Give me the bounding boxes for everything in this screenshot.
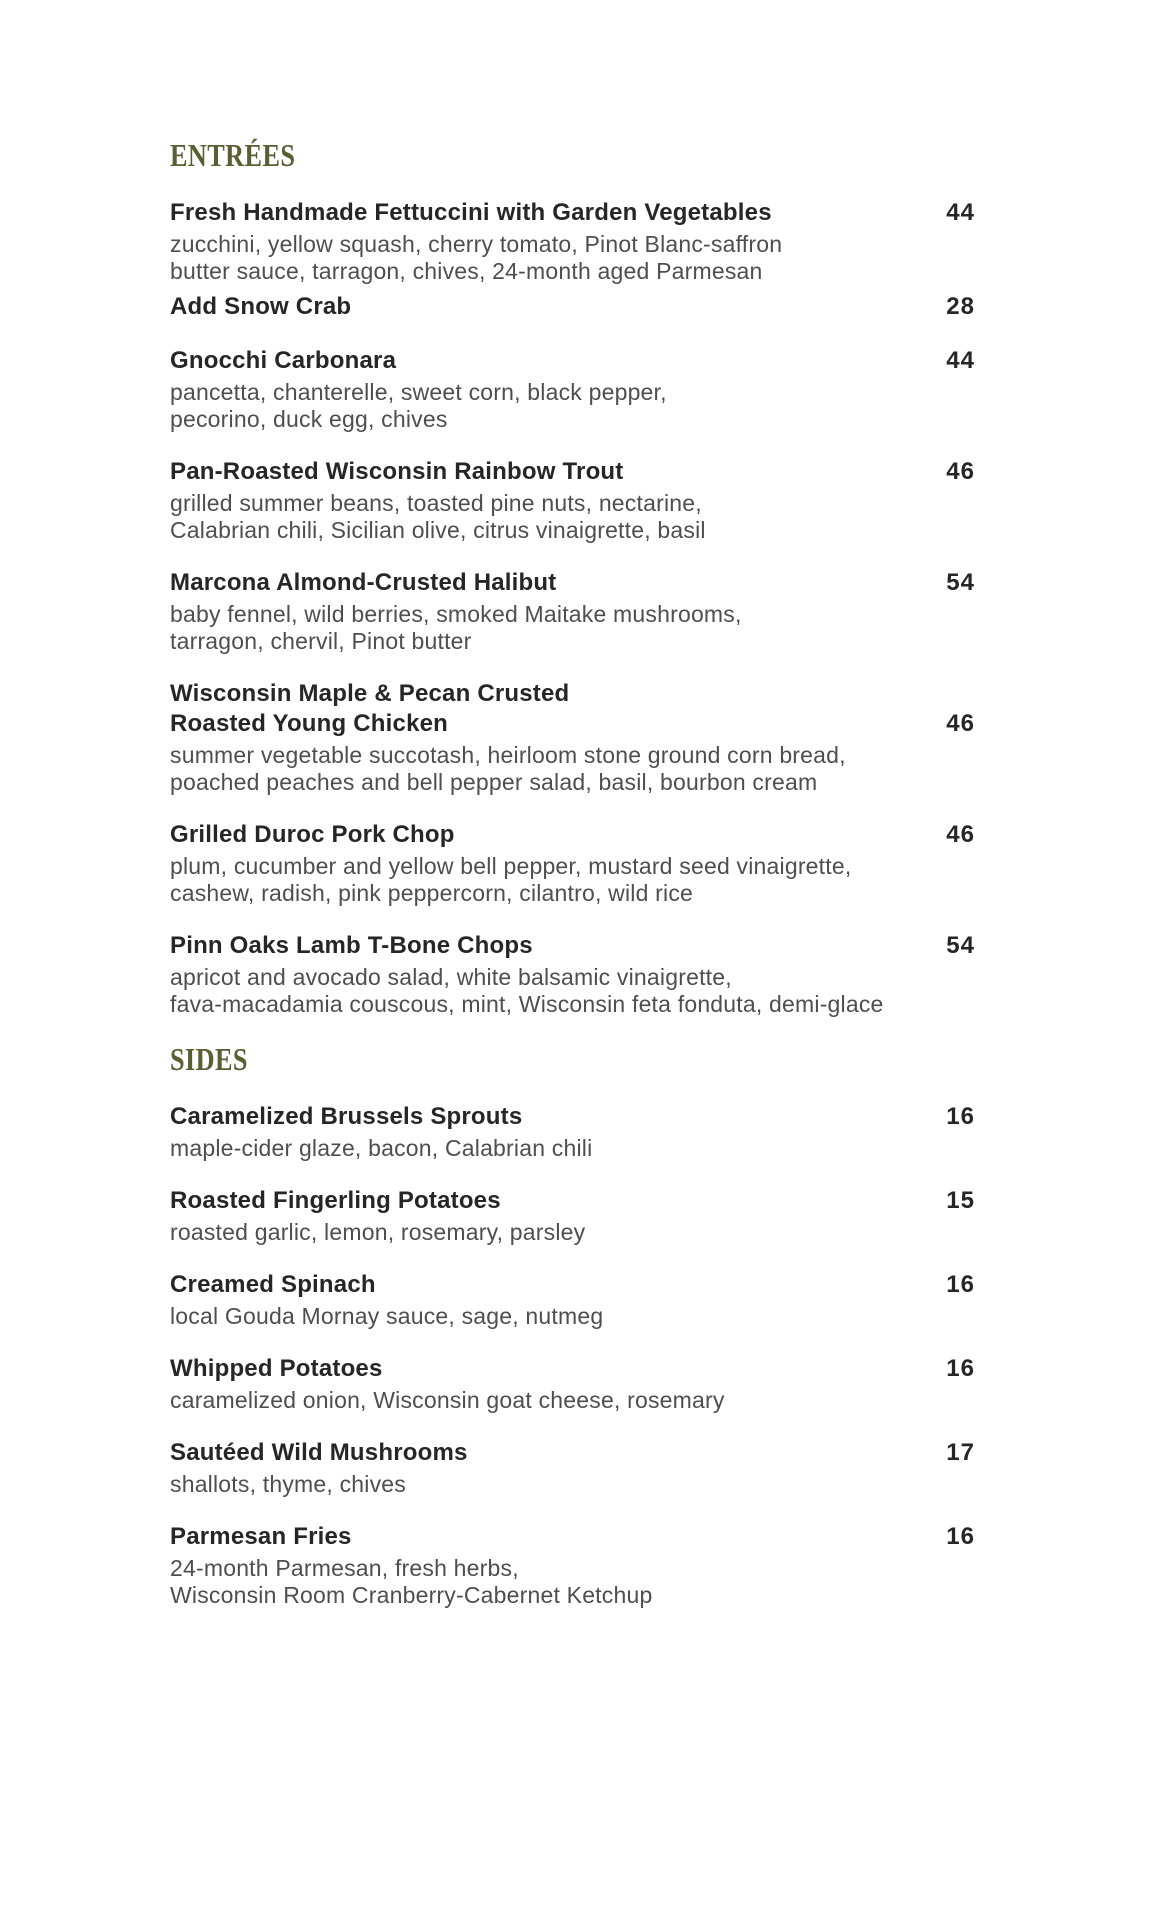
item-title-row <box>170 1354 975 1384</box>
item-description <box>170 490 975 544</box>
menu-item <box>170 1522 975 1609</box>
section-heading-sides <box>170 1043 975 1075</box>
menu-item <box>170 457 975 544</box>
item-addon-price: 28 <box>946 293 975 320</box>
item-description-line: Wisconsin Room Cranberry-Cabernet Ketchup <box>170 1582 653 1608</box>
item-title: Marcona Almond-Crusted Halibut <box>170 569 557 596</box>
item-title-line: Wisconsin Maple & Pecan Crusted <box>170 680 570 707</box>
item-description <box>170 231 975 285</box>
menu-item <box>170 931 975 1018</box>
item-price: 15 <box>946 1187 975 1214</box>
item-price: 16 <box>946 1523 975 1550</box>
menu-item <box>170 1186 975 1246</box>
menu-item <box>170 1438 975 1498</box>
item-description-line: maple-cider glaze, bacon, Calabrian chili <box>170 1135 593 1161</box>
item-title: Roasted Fingerling Potatoes <box>170 1187 501 1214</box>
item-title-row <box>170 1102 975 1132</box>
item-description <box>170 964 975 1018</box>
item-title-row <box>170 1186 975 1216</box>
item-description-line: zucchini, yellow squash, cherry tomato, Pinot Blanc-saffron <box>170 231 783 257</box>
menu-item <box>170 679 975 796</box>
item-price: 17 <box>946 1439 975 1466</box>
item-price: 16 <box>946 1103 975 1130</box>
item-title: Whipped Potatoes <box>170 1355 383 1382</box>
section-heading-text: ENTRÉES <box>170 137 296 173</box>
item-title: Roasted Young Chicken <box>170 710 449 737</box>
item-title: Fresh Handmade Fettuccini with Garden Vegetables <box>170 199 772 226</box>
item-title-row <box>170 568 975 598</box>
item-title-row <box>170 457 975 487</box>
item-description-line: plum, cucumber and yellow bell pepper, mustard seed vinaigrette, <box>170 853 852 879</box>
menu-item <box>170 820 975 907</box>
item-title-row <box>170 1270 975 1300</box>
item-description-line: summer vegetable succotash, heirloom stone ground corn bread, <box>170 742 846 768</box>
item-title-row <box>170 198 975 228</box>
item-title: Grilled Duroc Pork Chop <box>170 821 455 848</box>
item-description-line: baby fennel, wild berries, smoked Maitake mushrooms, <box>170 601 742 627</box>
item-description-line: cashew, radish, pink peppercorn, cilantro, wild rice <box>170 880 694 906</box>
item-description-line: Calabrian chili, Sicilian olive, citrus vinaigrette, basil <box>170 517 706 543</box>
item-price: 16 <box>946 1271 975 1298</box>
item-description-line: tarragon, chervil, Pinot butter <box>170 628 472 654</box>
item-description <box>170 601 975 655</box>
menu-section-entrees <box>170 139 975 1018</box>
menu-item <box>170 1270 975 1330</box>
item-title-row <box>170 931 975 961</box>
item-title: Caramelized Brussels Sprouts <box>170 1103 523 1130</box>
item-title: Parmesan Fries <box>170 1523 352 1550</box>
item-description-line: shallots, thyme, chives <box>170 1471 406 1497</box>
item-description-line: fava-macadamia couscous, mint, Wisconsin feta fonduta, demi-glace <box>170 991 884 1017</box>
item-description-line: apricot and avocado salad, white balsamic vinaigrette, <box>170 964 732 990</box>
item-description <box>170 1387 975 1414</box>
item-description-line: caramelized onion, Wisconsin goat cheese, rosemary <box>170 1387 725 1413</box>
item-description-line: local Gouda Mornay sauce, sage, nutmeg <box>170 1303 604 1329</box>
item-description-line: poached peaches and bell pepper salad, basil, bourbon cream <box>170 769 818 795</box>
item-title-row <box>170 709 975 739</box>
item-description <box>170 853 975 907</box>
item-price: 54 <box>946 569 975 596</box>
item-description-line: pancetta, chanterelle, sweet corn, black pepper, <box>170 379 667 405</box>
item-title: Sautéed Wild Mushrooms <box>170 1439 468 1466</box>
item-description <box>170 1135 975 1162</box>
menu-item <box>170 568 975 655</box>
item-title-row <box>170 1438 975 1468</box>
item-title: Pinn Oaks Lamb T-Bone Chops <box>170 932 533 959</box>
menu-item <box>170 198 975 322</box>
item-description-line: 24-month Parmesan, fresh herbs, <box>170 1555 519 1581</box>
item-title-row <box>170 346 975 376</box>
item-title-row <box>170 820 975 850</box>
section-heading-text: SIDES <box>170 1041 248 1077</box>
menu-section-sides <box>170 1043 975 1609</box>
item-title: Creamed Spinach <box>170 1271 376 1298</box>
item-title-row <box>170 1522 975 1552</box>
item-addon-title: Add Snow Crab <box>170 293 352 320</box>
section-heading-entrees <box>170 139 975 171</box>
item-price: 46 <box>946 458 975 485</box>
item-description-line: butter sauce, tarragon, chives, 24-month aged Parmesan <box>170 258 763 284</box>
item-addon-row <box>170 292 975 322</box>
item-price: 44 <box>946 199 975 226</box>
item-description <box>170 1303 975 1330</box>
item-description <box>170 1219 975 1246</box>
item-description-line: pecorino, duck egg, chives <box>170 406 448 432</box>
menu-item <box>170 1354 975 1414</box>
item-price: 46 <box>946 710 975 737</box>
item-description-line: roasted garlic, lemon, rosemary, parsley <box>170 1219 586 1245</box>
item-description <box>170 1555 975 1609</box>
item-price: 46 <box>946 821 975 848</box>
item-description <box>170 1471 975 1498</box>
item-description <box>170 379 975 433</box>
item-price: 44 <box>946 347 975 374</box>
item-title: Gnocchi Carbonara <box>170 347 397 374</box>
item-price: 54 <box>946 932 975 959</box>
menu-item <box>170 1102 975 1162</box>
menu-item <box>170 346 975 433</box>
item-price: 16 <box>946 1355 975 1382</box>
item-description <box>170 742 975 796</box>
item-description-line: grilled summer beans, toasted pine nuts, nectarine, <box>170 490 702 516</box>
item-title: Pan-Roasted Wisconsin Rainbow Trout <box>170 458 624 485</box>
